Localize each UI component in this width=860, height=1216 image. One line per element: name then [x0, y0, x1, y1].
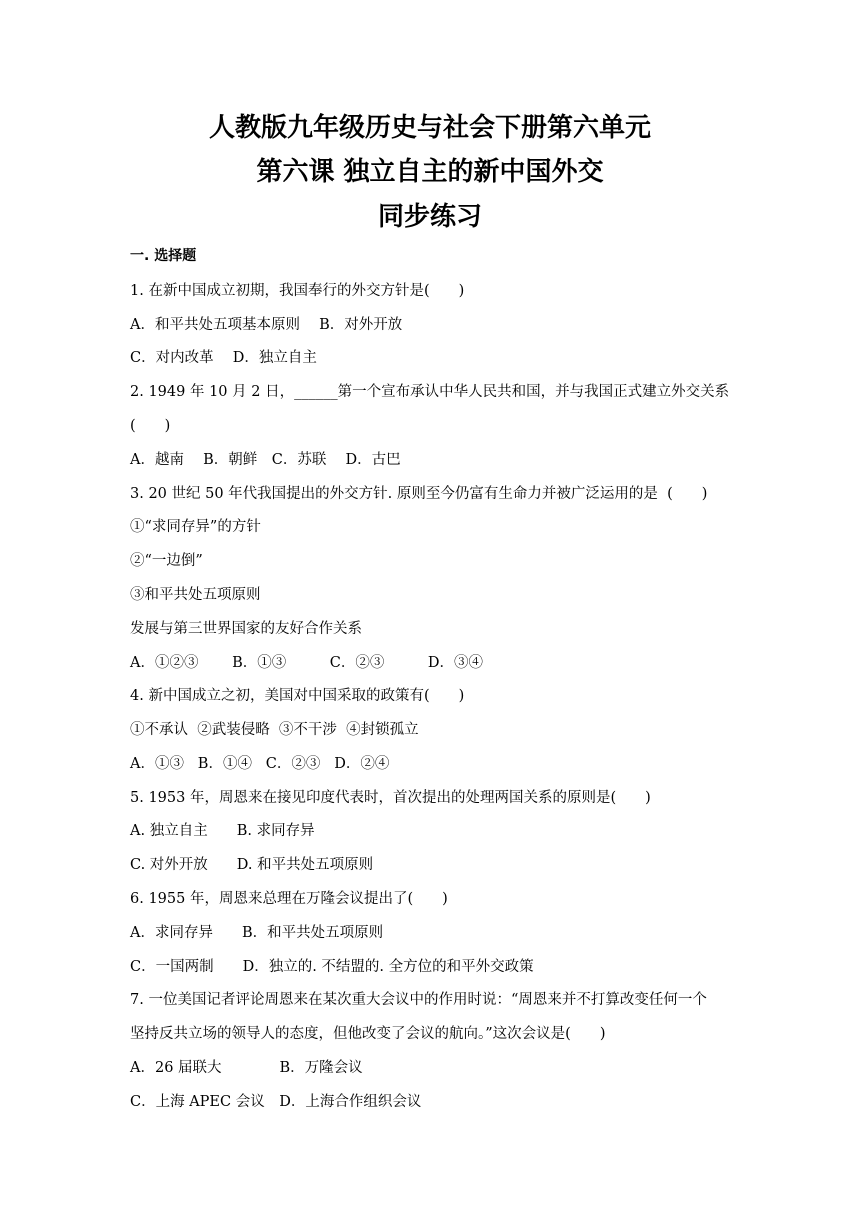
section-heading: 一. 选择题: [130, 248, 197, 264]
question-2-options: A．越南 B．朝鲜 C．苏联 D．古巴: [130, 452, 401, 468]
exercise-title: 同步练习: [377, 202, 482, 232]
question-2: 2. 1949 年 10 月 2 日，______第一个宣布承认中华人民共和国，并与我国正式建立外交关系: [130, 384, 730, 400]
question-1: 1. 在新中国成立初期，我国奉行的外交方针是( ): [130, 283, 465, 299]
document-title: 人教版九年级历史与社会下册第六单元: [208, 113, 651, 143]
question-4-options: A．①③ B．①④ C．②③ D．②④: [130, 756, 390, 772]
question-3-item-3: ③和平共处五项原则: [130, 587, 261, 603]
question-7-options-cd: C．上海 APEC 会议 D．上海合作组织会议: [130, 1094, 422, 1110]
question-1-options-cd: C．对内改革 D．独立自主: [130, 350, 317, 366]
question-2-bracket: ( ): [130, 418, 171, 434]
question-3-item-4: 发展与第三世界国家的友好合作关系: [130, 621, 362, 637]
question-6-options-ab: A．求同存异 B．和平共处五项原则: [130, 925, 384, 941]
question-7-line-2: 坚持反共立场的领导人的态度，但他改变了会议的航向。”这次会议是( ): [130, 1026, 606, 1042]
question-7-line-1: 7. 一位美国记者评论周恩来在某次重大会议中的作用时说：“周恩来并不打算改变任何一个: [130, 992, 707, 1008]
question-1-options-ab: A．和平共处五项基本原则 B．对外开放: [130, 317, 403, 333]
question-4-items: ①不承认 ②武装侵略 ③不干涉 ④封锁孤立: [130, 722, 419, 738]
question-6: 6. 1955 年，周恩来总理在万隆会议提出了( ): [130, 891, 448, 907]
question-5: 5. 1953 年，周恩来在接见印度代表时，首次提出的处理两国关系的原则是( ): [130, 790, 651, 806]
lesson-title: 第六课 独立自主的新中国外交: [256, 157, 604, 187]
question-3-options: A．①②③ B．①③ C．②③ D．③④: [130, 655, 483, 671]
question-5-options-ab: A. 独立自主 B. 求同存异: [130, 823, 315, 839]
question-3: 3. 20 世纪 50 年代我国提出的外交方针. 原则至今仍富有生命力并被广泛运用的是 ( ): [130, 486, 708, 502]
question-3-item-2: ②“一边倒”: [130, 553, 203, 569]
question-6-options-cd: C．一国两制 D．独立的. 不结盟的. 全方位的和平外交政策: [130, 959, 534, 975]
question-3-item-1: ①“求同存异”的方针: [130, 519, 261, 535]
question-4: 4. 新中国成立之初，美国对中国采取的政策有( ): [130, 688, 465, 704]
question-7-options-ab: A．26 届联大 B．万隆会议: [130, 1060, 363, 1076]
question-5-options-cd: C. 对外开放 D. 和平共处五项原则: [130, 857, 374, 873]
